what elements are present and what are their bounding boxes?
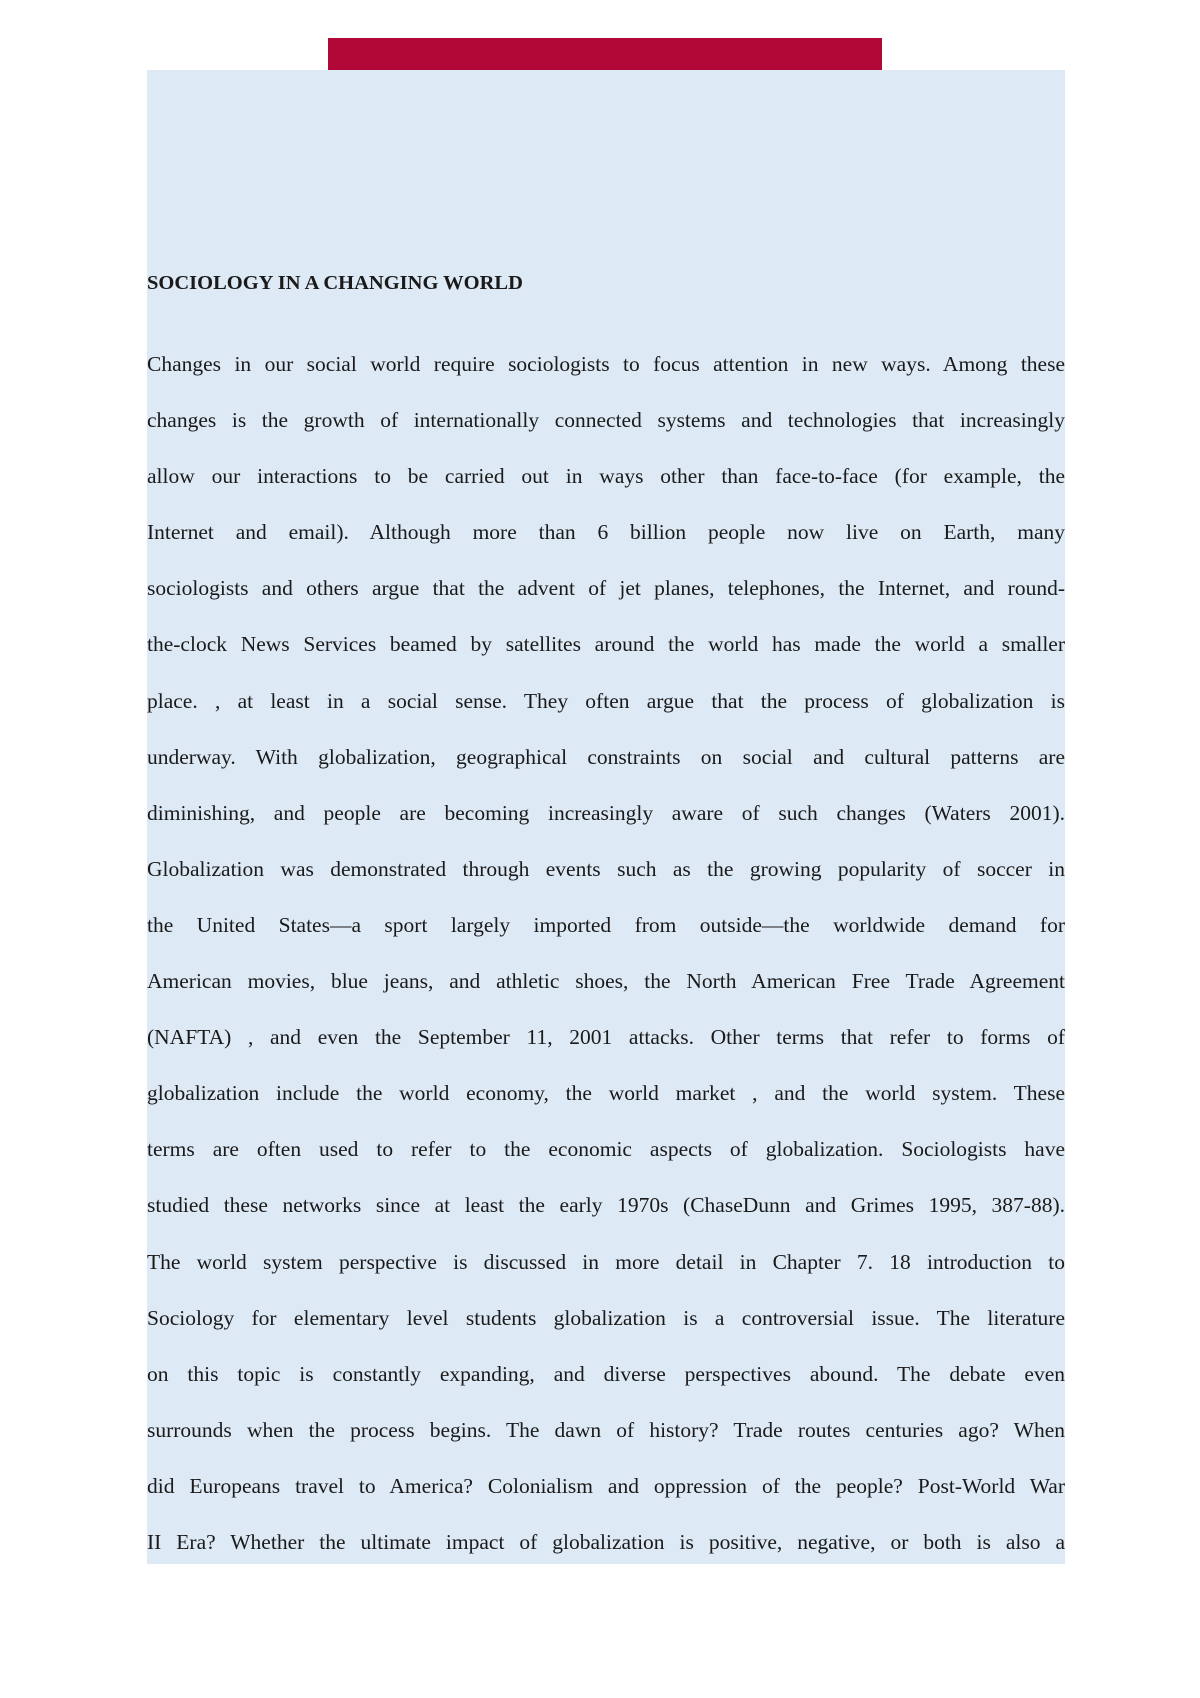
body-line: underway. With globalization, geographical constraints on social and cultural patterns are <box>147 744 1065 769</box>
body-paragraph <box>147 336 1065 1570</box>
body-line: the-clock News Services beamed by satellites around the world has made the world a smaller <box>147 632 1065 657</box>
header-accent-bar <box>328 38 882 70</box>
body-line: II Era? Whether the ultimate impact of globalization is positive, negative, or both is also a <box>147 1529 1065 1554</box>
body-line: terms are often used to refer to the economic aspects of globalization. Sociologists have <box>147 1137 1065 1162</box>
body-line: changes is the growth of internationally connected systems and technologies that increasingly <box>147 408 1065 433</box>
body-line: studied these networks since at least the early 1970s (ChaseDunn and Grimes 1995, 387-88). <box>147 1193 1065 1218</box>
body-line: surrounds when the process begins. The dawn of history? Trade routes centuries ago? When <box>147 1417 1065 1442</box>
body-line: place. , at least in a social sense. They often argue that the process of globalization is <box>147 688 1065 713</box>
body-line: did Europeans travel to America? Colonialism and oppression of the people? Post-World War <box>147 1473 1065 1498</box>
body-line: on this topic is constantly expanding, and diverse perspectives abound. The debate even <box>147 1361 1065 1386</box>
body-line: globalization include the world economy, the world market , and the world system. These <box>147 1081 1065 1106</box>
body-line: Changes in our social world require sociologists to focus attention in new ways. Among these <box>147 352 1065 376</box>
body-line: The world system perspective is discussed in more detail in Chapter 7. 18 introduction to <box>147 1249 1065 1274</box>
section-heading: SOCIOLOGY IN A CHANGING WORLD <box>147 272 523 294</box>
body-line: the United States—a sport largely imported from outside—the worldwide demand for <box>147 912 1065 937</box>
body-line: allow our interactions to be carried out in ways other than face-to-face (for example, the <box>147 464 1065 489</box>
body-line: sociologists and others argue that the advent of jet planes, telephones, the Internet, and round- <box>147 576 1065 601</box>
body-line: diminishing, and people are becoming increasingly aware of such changes (Waters 2001). <box>147 800 1065 825</box>
body-line: Globalization was demonstrated through events such as the growing popularity of soccer in <box>147 856 1065 881</box>
body-line: Sociology for elementary level students globalization is a controversial issue. The literature <box>147 1305 1065 1330</box>
body-line: Internet and email). Although more than 6 billion people now live on Earth, many <box>147 520 1065 545</box>
body-line: (NAFTA) , and even the September 11, 2001 attacks. Other terms that refer to forms of <box>147 1025 1065 1050</box>
body-line: American movies, blue jeans, and athletic shoes, the North American Free Trade Agreement <box>147 969 1065 994</box>
